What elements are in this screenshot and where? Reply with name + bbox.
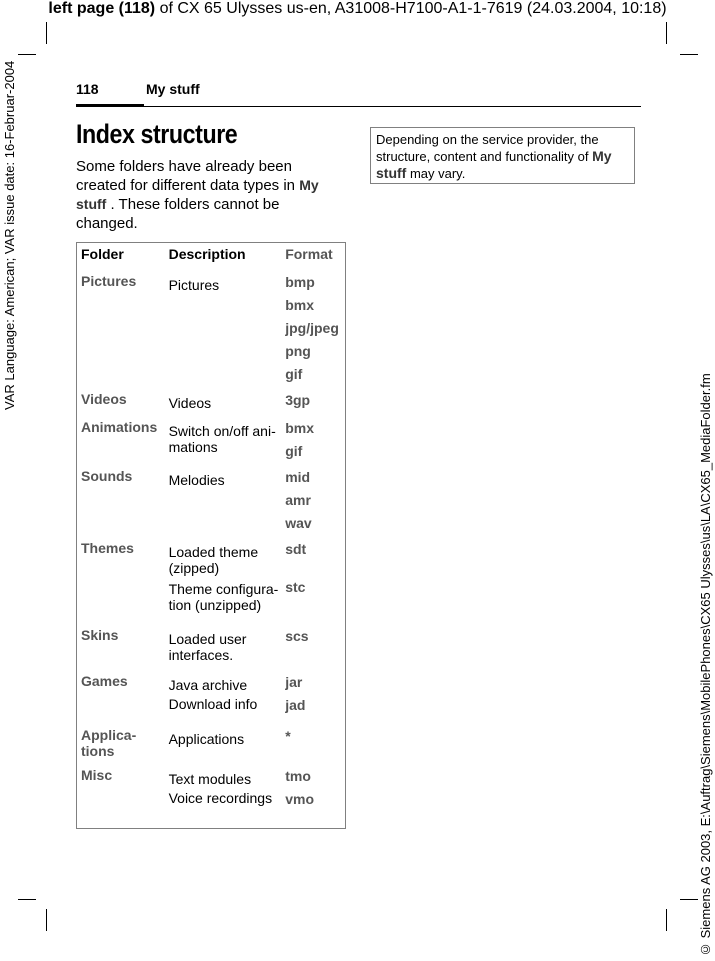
table-row	[77, 694, 346, 722]
description-cell: Theme configura- tion (unzipped)	[168, 581, 279, 613]
note-text-end: may vary.	[406, 166, 466, 181]
margin-right-text: © Siemens AG 2003, E:\Auftrag\Siemens\MobilePhones\CX65 Ulysses\us\LA\CX65_MediaFolder.fm	[698, 373, 713, 957]
crop-mark	[680, 54, 698, 55]
section-title: My stuff	[146, 81, 200, 97]
intro-text-end: . These folders cannot be changed.	[76, 196, 280, 232]
format-cell: tmo	[285, 768, 311, 784]
description-cell: Applications	[168, 731, 245, 747]
folder-cell: Themes	[81, 540, 134, 556]
page-header	[0, 0, 715, 18]
table-row	[77, 414, 346, 463]
header-description: Description	[168, 246, 246, 262]
folder-cell: Pictures	[81, 273, 137, 289]
crop-mark	[46, 909, 47, 931]
folder-cell: Misc	[81, 767, 113, 783]
table-row	[77, 762, 346, 788]
description-cell: Pictures	[168, 277, 220, 293]
header-format: Format	[285, 246, 333, 262]
format-cell: jad	[285, 697, 306, 713]
format-cell: bmp bmx jpg/jpeg png gif	[285, 274, 339, 382]
table-row	[77, 268, 346, 386]
note-text: Depending on the service provider, the structure, content and functionality of	[376, 132, 599, 164]
crop-mark	[666, 22, 667, 44]
crop-mark	[666, 909, 667, 931]
format-cell: 3gp	[285, 392, 311, 408]
index-table	[76, 242, 346, 829]
header-rest: of CX 65 Ulysses us-en, A31008-H7100-A1-1-7619 (24.03.2004, 10:18)	[155, 0, 667, 17]
table-row	[77, 722, 346, 762]
description-cell: Download info	[168, 696, 258, 712]
description-cell: Loaded theme (zipped)	[168, 544, 259, 576]
page-number: 118	[76, 81, 99, 97]
folder-cell	[77, 788, 169, 828]
format-cell: stc	[285, 579, 306, 595]
format-cell: bmx gif	[285, 420, 314, 459]
folder-cell: Skins	[81, 627, 119, 643]
description-cell: Melodies	[168, 472, 225, 488]
intro-ref: My stuff	[76, 177, 319, 212]
intro-paragraph	[76, 157, 336, 233]
folder-cell: Sounds	[81, 468, 133, 484]
header-prefix: left page (118)	[48, 0, 156, 17]
intro-text: Some folders have already been created for different data types in	[76, 158, 300, 194]
table-row	[77, 576, 346, 622]
crop-mark	[46, 22, 47, 44]
folder-cell	[77, 694, 169, 722]
table-row	[77, 463, 346, 535]
page-title: Index structure	[76, 119, 238, 149]
table-row	[77, 386, 346, 414]
format-cell: mid amr wav	[285, 469, 312, 531]
table-row	[77, 535, 346, 576]
crop-mark	[18, 54, 36, 55]
description-cell: Voice recordings	[168, 790, 273, 806]
crop-mark	[18, 899, 36, 900]
folder-cell: Videos	[81, 391, 127, 407]
format-cell: sdt	[285, 541, 307, 557]
description-cell: Text modules	[168, 771, 252, 787]
folder-cell: Animations	[81, 419, 158, 435]
description-cell: Videos	[168, 395, 212, 411]
table-row	[77, 788, 346, 828]
note-ref: My stuff	[376, 148, 612, 181]
description-cell: Switch on/off ani- mations	[168, 423, 276, 455]
header-rule	[144, 106, 641, 107]
crop-mark	[680, 899, 698, 900]
table-row	[77, 668, 346, 694]
folder-cell: Applica- tions	[81, 727, 137, 759]
header-folder: Folder	[81, 246, 124, 262]
folder-cell	[77, 576, 169, 622]
table-row	[77, 622, 346, 668]
format-cell: scs	[285, 628, 309, 644]
folder-cell: Games	[81, 673, 128, 689]
description-cell: Loaded user interfaces.	[168, 631, 247, 663]
format-cell: vmo	[285, 791, 314, 807]
margin-left-text: VAR Language: American; VAR issue date: 16-Februar-2004	[2, 60, 17, 410]
description-cell: Java archive	[168, 677, 248, 693]
format-cell: jar	[285, 674, 303, 690]
note-box	[370, 127, 635, 184]
format-cell: *	[285, 728, 291, 744]
header-rule	[76, 104, 144, 107]
